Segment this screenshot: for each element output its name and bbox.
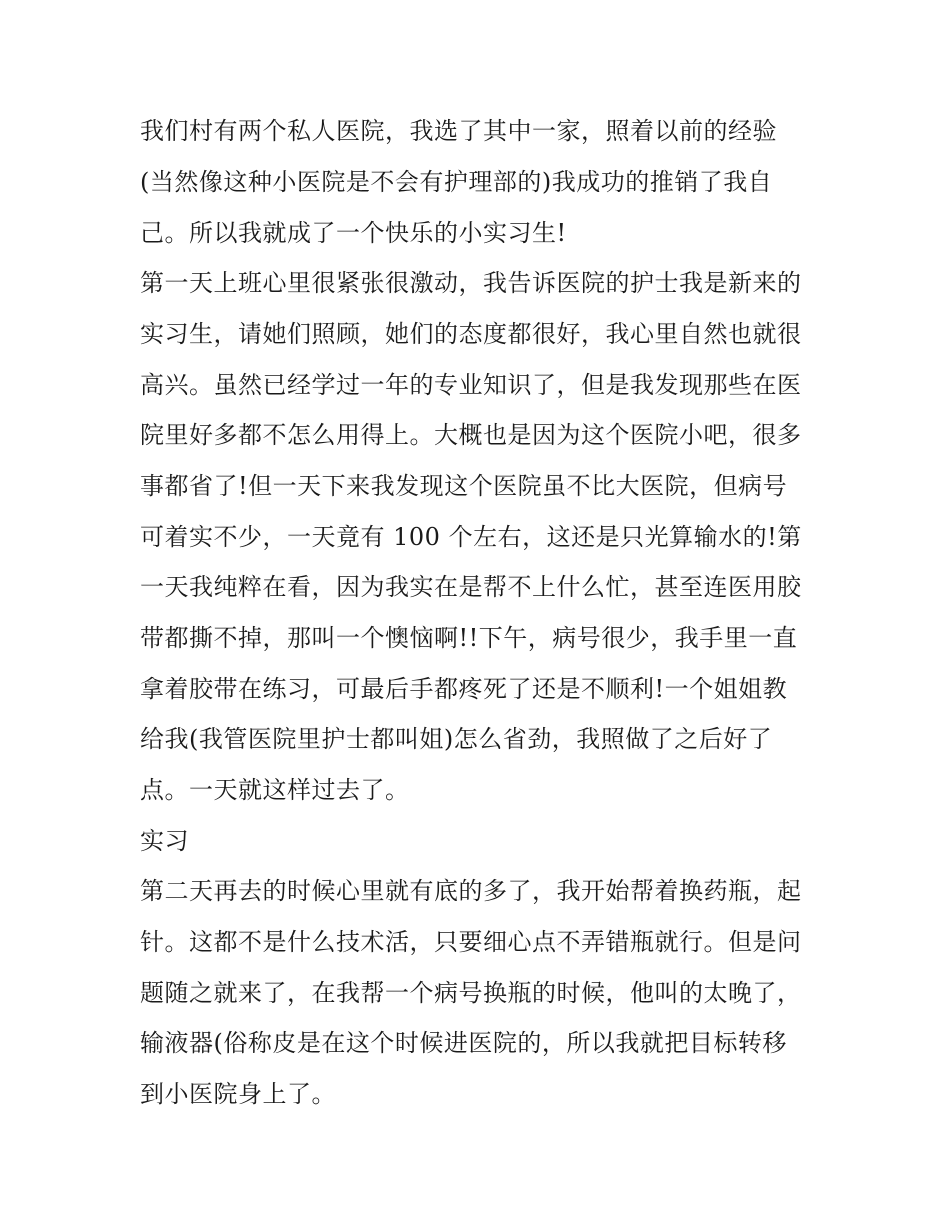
text-line: 一天我纯粹在看，因为我实在是帮不上什么忙，甚至连医用胶 bbox=[140, 573, 802, 601]
text-line: 高兴。虽然已经学过一年的专业知识了，但是我发现那些在医 bbox=[140, 371, 802, 399]
text-line: 针。这都不是什么技术活，只要细心点不弄错瓶就行。但是问 bbox=[140, 928, 802, 956]
text-line: 己。所以我就成了一个快乐的小实习生! bbox=[140, 219, 567, 247]
text-line: 实习生，请她们照顾，她们的态度都很好，我心里自然也就很 bbox=[140, 320, 802, 348]
text-line: 题随之就来了，在我帮一个病号换瓶的时候，他叫的太晚了， bbox=[140, 979, 802, 1007]
text-line: 给我(我管医院里护士都叫姐)怎么省劲，我照做了之后好了 bbox=[140, 725, 773, 753]
text-line: (当然像这种小医院是不会有护理部的)我成功的推销了我自 bbox=[140, 168, 773, 196]
text-line: 拿着胶带在练习，可最后手都疼死了还是不顺利!一个姐姐教 bbox=[140, 675, 788, 703]
text-line: 事都省了!但一天下来我发现这个医院虽不比大医院，但病号 bbox=[140, 472, 788, 500]
text-line: 到小医院身上了。 bbox=[140, 1080, 336, 1108]
text-line: 可着实不少，一天竟有 100 个左右，这还是只光算输水的!第 bbox=[140, 523, 802, 551]
text-line: 带都撕不掉，那叫一个懊恼啊!!下午，病号很少，我手里一直 bbox=[140, 624, 798, 652]
text-line: 点。一天就这样过去了。 bbox=[140, 776, 410, 804]
text-line: 第一天上班心里很紧张很激动，我告诉医院的护士我是新来的 bbox=[140, 269, 802, 297]
text-line: 我们村有两个私人医院，我选了其中一家，照着以前的经验 bbox=[140, 117, 777, 145]
section-heading: 实习 bbox=[140, 827, 189, 855]
text-line: 第二天再去的时候心里就有底的多了，我开始帮着换药瓶，起 bbox=[140, 877, 802, 905]
text-line: 院里好多都不怎么用得上。大概也是因为这个医院小吧，很多 bbox=[140, 421, 802, 449]
text-line: 输液器(俗称皮是在这个时候进医院的，所以我就把目标转移 bbox=[140, 1029, 787, 1057]
